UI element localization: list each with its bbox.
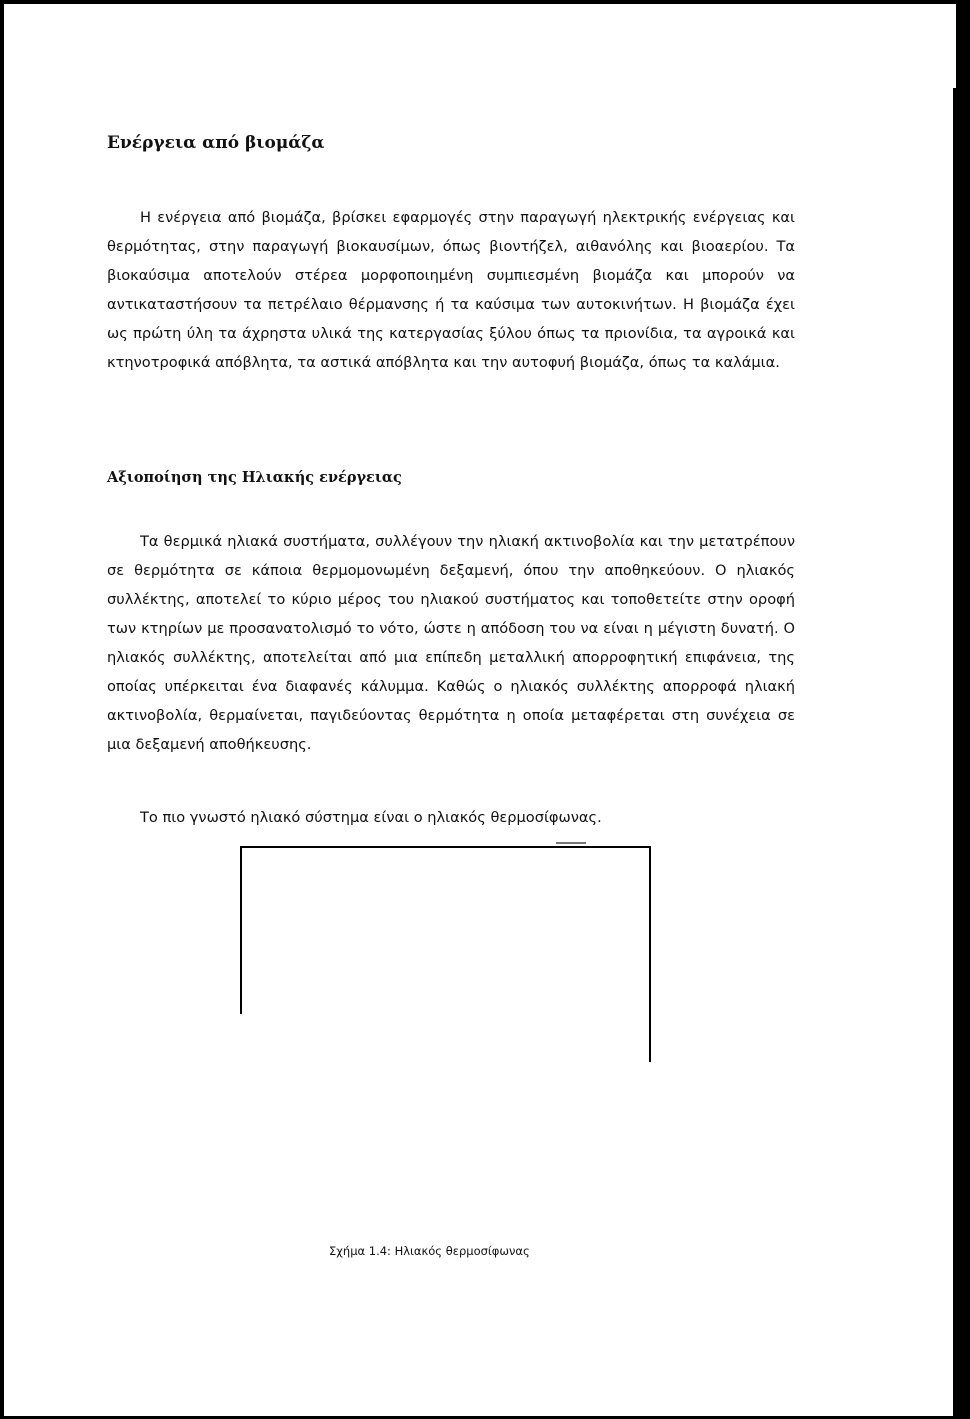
figure-frame-mark bbox=[556, 842, 586, 844]
scan-border-top bbox=[0, 0, 970, 4]
paragraph-biomass: Η ενέργεια από βιομάζα, βρίσκει εφαρμογές στην παραγωγή ηλεκτρικής ενέργειας και θερμότητας, στην παραγωγή βιοκαυσίμων, όπως βιοντήζελ, αιθανόλης και βιοαερίου. Τα βιοκαύσιμα αποτελούν στέρεα μορφοποιημένη συμπιεσμένη βιομάζα και μπορούν να αντικαταστήσουν τα πετρέλαιο θέρμανσης ή τα καύσιμα των αυτοκινήτων. Η βιομάζα έχει ως πρώτη ύλη τα άχρηστα υλικά της κατεργασίας ξύλου όπως τα πριονίδια, τα αγροικά και κτηνοτροφικά απόβλητα, τα αστικά απόβλητα και την αυτοφυή βιομάζα, όπως τα καλάμια. bbox=[107, 209, 795, 371]
paragraph-solar: Τα θερμικά ηλιακά συστήματα, συλλέγουν την ηλιακή ακτινοβολία και την μετατρέπουν σε θερμότητα σε κάποια θερμομονωμένη δεξαμενή, όπου την αποθηκεύουν. Ο ηλιακός συλλέκτης, αποτελεί το κύριο μέρος του ηλιακού συστήματος και τοποθετείτε στην οροφή των κτηρίων με προσανατολισμό το νότο, ώστε η απόδοση του να είναι η μέγιστη δυνατή. Ο ηλιακός συλλέκτης, αποτελείται από μια επίπεδη μεταλλική απορροφητική επιφάνεια, της οποίας υπέρκειται ένα διαφανές κάλυμμα. Καθώς ο ηλιακός συλλέκτης απορροφά ηλιακή ακτινοβολία, θερμαίνεται, παγιδεύοντας θερμότητα η οποία μεταφέρεται στη συνέχεια σε μια δεξαμενή αποθήκευσης. bbox=[107, 533, 795, 753]
figure-frame-left-edge bbox=[240, 846, 242, 1014]
figure-frame-right-edge bbox=[649, 846, 651, 1062]
scan-border-left bbox=[0, 0, 4, 1419]
section-heading-solar: Αξιοποίηση της Ηλιακής ενέργειας bbox=[107, 469, 402, 486]
figure-caption: Σχήμα 1.4: Ηλιακός θερμοσίφωνας bbox=[329, 1244, 530, 1258]
section-heading-biomass: Ενέργεια από βιομάζα bbox=[107, 133, 325, 153]
scan-border-right-inner bbox=[953, 88, 956, 1419]
scan-border-right bbox=[956, 0, 970, 1419]
closing-sentence: Το πιο γνωστό ηλιακό σύστημα είναι ο ηλιακός θερμοσίφωνας. bbox=[140, 809, 602, 826]
figure-image-frame bbox=[240, 846, 651, 1062]
figure-frame-top-edge bbox=[240, 846, 651, 848]
